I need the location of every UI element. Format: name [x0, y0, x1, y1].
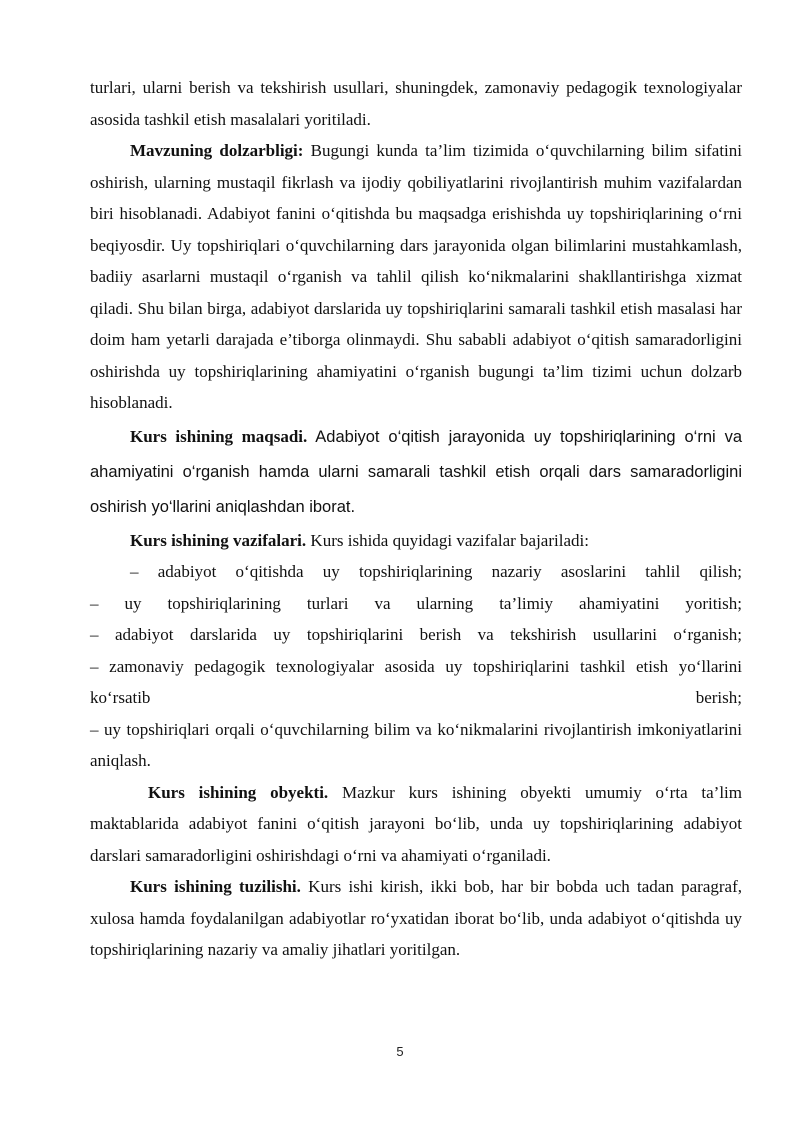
structure-heading: Kurs ishining tuzilishi.	[130, 877, 301, 896]
goal-heading: Kurs ishining maqsadi.	[130, 426, 308, 446]
intro-paragraph: turlari, ularni berish va tekshirish usullari, shuningdek, zamonaviy pedagogik texnologiyalar asosida tashkil etish masalalari yoritiladi.	[90, 78, 742, 129]
tasks-text: Kurs ishida quyidagi vazifalar bajariladi:	[306, 530, 589, 550]
object-text: Mazkur kurs ishining obyekti umumiy o‘rta ta’lim maktablarida adabiyot fanini o‘qitish jarayoni bo‘lib, unda uy topshiriqlarining adabiyot darslari samaradorligini oshirishdagi o‘rni va ahamiyati o‘rganiladi.	[90, 782, 743, 865]
structure-text: Kurs ishi kirish, ikki bob, har bir bobda uch tadan paragraf, xulosa hamda foydalanilgan adabiyotlar ro‘yxatidan iborat bo‘lib, unda adabiyot o‘qitishda uy topshiriqlarining nazariy va amaliy jihatlari yoritilgan.	[90, 877, 742, 959]
task-item: – adabiyot darslarida uy topshiriqlarini berish va tekshirish usullarini o‘rganish;	[90, 625, 742, 644]
structure-paragraph	[90, 871, 742, 966]
page-number: 5	[396, 1044, 404, 1059]
task-item: – uy topshiriqlarining turlari va ularning ta’limiy ahamiyatini yoritish;	[90, 593, 742, 613]
tasks-heading: Kurs ishining vazifalari.	[130, 530, 307, 550]
document-page	[90, 72, 742, 966]
task-item: – adabiyot o‘qitishda uy topshiriqlarining nazariy asoslarini tahlil qilish;	[130, 562, 742, 581]
relevance-paragraph	[90, 135, 742, 419]
task-item: – zamonaviy pedagogik texnologiyalar asosida uy topshiriqlarini tashkil etish yo‘llarini	[90, 656, 742, 676]
object-heading: Kurs ishining obyekti.	[148, 782, 329, 802]
relevance-text: Bugungi kunda ta’lim tizimida o‘quvchilarning bilim sifatini oshirish, ularning mustaqil fikrlash va ijodiy qobiliyatlarini rivojlantirish muhim vazifalardan biri hisoblanadi. Adabiyot fanini o‘qitishda bu maqsadga erishishda uy topshiriqlarining o‘rni beqiyosdir. Uy topshiriqlari o‘quvchilarning dars jarayonida olgan bilimlarini mustahkamlash, badiiy asarlarni mustaqil o‘rganish va tahlil qilish ko‘nikmalarini shakllantirishga xizmat qiladi. Shu bilan birga, adabiyot darslarida uy topshiriqlarini samarali tashkil etish masalasi har doim ham yetarli darajada e’tiborga olinmaydi. Shu sababli adabiyot o‘qitish samaradorligini oshirishda uy topshiriqlarining ahamiyatini o‘rganish bugungi ta’lim tizimi uchun dolzarb hisoblanadi.	[90, 141, 743, 412]
object-paragraph	[90, 777, 742, 872]
relevance-heading: Mavzuning dolzarbligi:	[130, 141, 304, 160]
task-item: ko‘rsatib berish;	[90, 688, 742, 707]
tasks-paragraph	[90, 525, 742, 557]
goal-paragraph	[90, 419, 742, 525]
task-item: – uy topshiriqlari orqali o‘quvchilarning bilim va ko‘nikmalarini rivojlantirish imkoniyatlarini aniqlash.	[90, 719, 742, 770]
goal-text: Adabiyot o‘qitish jarayonida uy topshiriqlarining o‘rni va ahamiyatini o‘rganish hamda ularni samarali tashkil etish orqali dars samaradorligini oshirish yo‘llarini aniqlashdan iborat.	[90, 427, 743, 516]
